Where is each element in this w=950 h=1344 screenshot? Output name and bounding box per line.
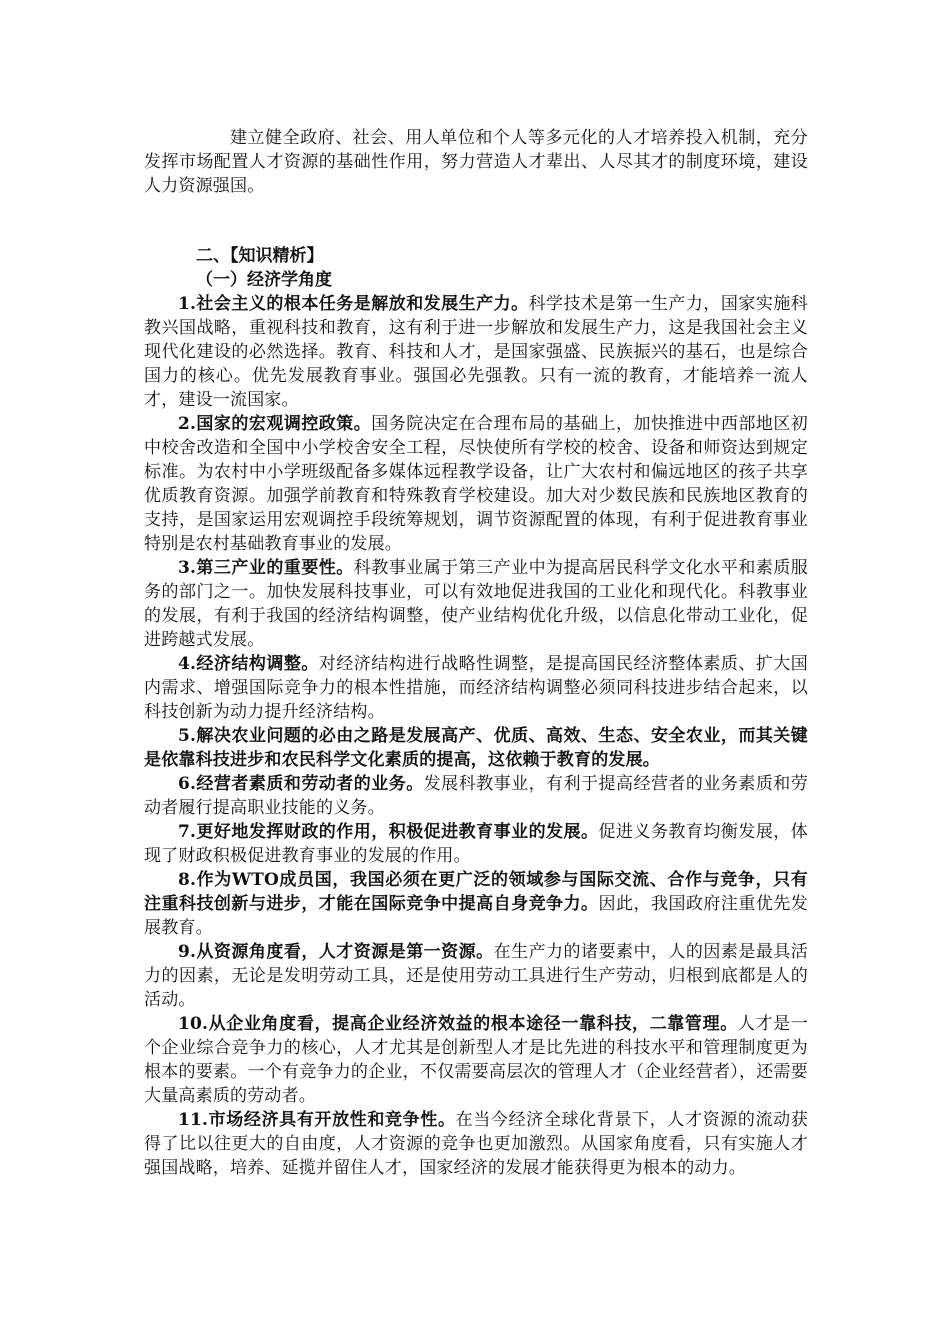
item-lead: 3.第三产业的重要性。 bbox=[178, 558, 354, 578]
list-item bbox=[144, 652, 808, 724]
list-item bbox=[144, 772, 808, 820]
list-item bbox=[144, 868, 808, 940]
item-lead: 4.经济结构调整。 bbox=[178, 654, 319, 674]
item-lead: 8.作为WTO成员国，我国必须在更广泛的领域参与国际交流、合作与竞争，只有注重科技创新与进步，才能在国际竞争中提高自身竞争力。 bbox=[144, 870, 808, 914]
item-text: 国务院决定在合理布局的基础上，加快推进中西部地区初中校舍改造和全国中小学校舍安全工程，尽快使所有学校的校舍、设备和师资达到规定标准。为农村中小学班级配备多媒体远程教学设备，让广大农村和偏远地区的孩子共享优质教育资源。加强学前教育和特殊教育学校建设。加大对少数民族和民族地区教育的支持，是国家运用宏观调控手段统筹规划，调节资源配置的体现，有利于促进教育事业特别是农村基础教育事业的发展。 bbox=[144, 414, 808, 554]
item-lead: 1.社会主义的根本任务是解放和发展生产力。 bbox=[178, 294, 529, 314]
item-text: 科学技术是第一生产力，国家实施科教兴国战略，重视科技和教育，这有利于进一步解放和发展生产力，这是我国社会主义现代化建设的必然选择。教育、科技和人才，是国家强盛、民族振兴的基石，也是综合国力的核心。优先发展教育事业。强国必先强教。只有一流的教育，才能培养一流人才，建设一流国家。 bbox=[144, 294, 808, 410]
item-lead: 6.经营者素质和劳动者的业务。 bbox=[178, 774, 424, 794]
blank-line bbox=[144, 198, 808, 244]
item-text: 在生产力的诸要素中，人的因素是最具活力的因素，无论是发明劳动工具，还是使用劳动工具进行生产劳动，归根到底都是人的活动。 bbox=[144, 942, 808, 1010]
list-item bbox=[144, 556, 808, 652]
item-lead: 11.市场经济具有开放性和竞争性。 bbox=[178, 1110, 456, 1130]
intro-paragraph: 建立健全政府、社会、用人单位和个人等多元化的人才培养投入机制，充分发挥市场配置人才资源的基础性作用，努力营造人才辈出、人尽其才的制度环境，建设人力资源强国。 bbox=[144, 128, 808, 196]
list-item bbox=[144, 292, 808, 412]
item-lead: 2.国家的宏观调控政策。 bbox=[178, 414, 372, 434]
item-text: 科教事业属于第三产业中为提高居民科学文化水平和素质服务的部门之一。加快发展科技事业，可以有效地促进我国的工业化和现代化。科教事业的发展，有利于我国的经济结构调整，使产业结构优化升级，以信息化带动工业化，促进跨越式发展。 bbox=[144, 558, 808, 650]
document-page bbox=[144, 126, 808, 1180]
item-text: 发展科教事业，有利于提高经营者的业务素质和劳动者履行提高职业技能的义务。 bbox=[144, 774, 808, 818]
item-lead: 5.解决农业问题的必由之路是发展高产、优质、高效、生态、安全农业，而其关键是依靠科技进步和农民科学文化素质的提高，这依赖于教育的发展。 bbox=[144, 726, 808, 770]
subsection-title: （一）经济学角度 bbox=[196, 270, 332, 290]
list-item bbox=[144, 1012, 808, 1108]
list-item bbox=[144, 724, 808, 772]
item-text: 人才是一个企业综合竞争力的核心，人才尤其是创新型人才是比先进的科技水平和管理制度更为根本的要素。一个有竞争力的企业，不仅需要高层次的管理人才（企业经营者），还需要大量高素质的劳动者。 bbox=[144, 1014, 808, 1106]
list-item bbox=[144, 820, 808, 868]
item-text: 在当今经济全球化背景下，人才资源的流动获得了比以往更大的自由度，人才资源的竞争也更加激烈。从国家角度看，只有实施人才强国战略，培养、延揽并留住人才，国家经济的发展才能获得更为根本的动力。 bbox=[144, 1110, 808, 1178]
list-item bbox=[144, 1108, 808, 1180]
item-lead: 9.从资源角度看，人才资源是第一资源。 bbox=[178, 942, 494, 962]
item-text: 因此，我国政府注重优先发展教育。 bbox=[144, 894, 809, 938]
item-lead: 7.更好地发挥财政的作用，积极促进教育事业的发展。 bbox=[178, 822, 599, 842]
list-item bbox=[144, 940, 808, 1012]
list-item bbox=[144, 412, 808, 556]
item-text: 对经济结构进行战略性调整，是提高国民经济整体素质、扩大国内需求、增强国际竞争力的根本性措施，而经济结构调整必须同科技进步结合起来，以科技创新为动力提升经济结构。 bbox=[144, 654, 808, 722]
section-title: 二、【知识精析】 bbox=[196, 246, 324, 266]
item-text: 促进义务教育均衡发展，体现了财政积极促进教育事业的发展的作用。 bbox=[144, 822, 808, 866]
item-lead: 10.从企业角度看，提高企业经济效益的根本途径一靠科技，二靠管理。 bbox=[178, 1014, 738, 1034]
